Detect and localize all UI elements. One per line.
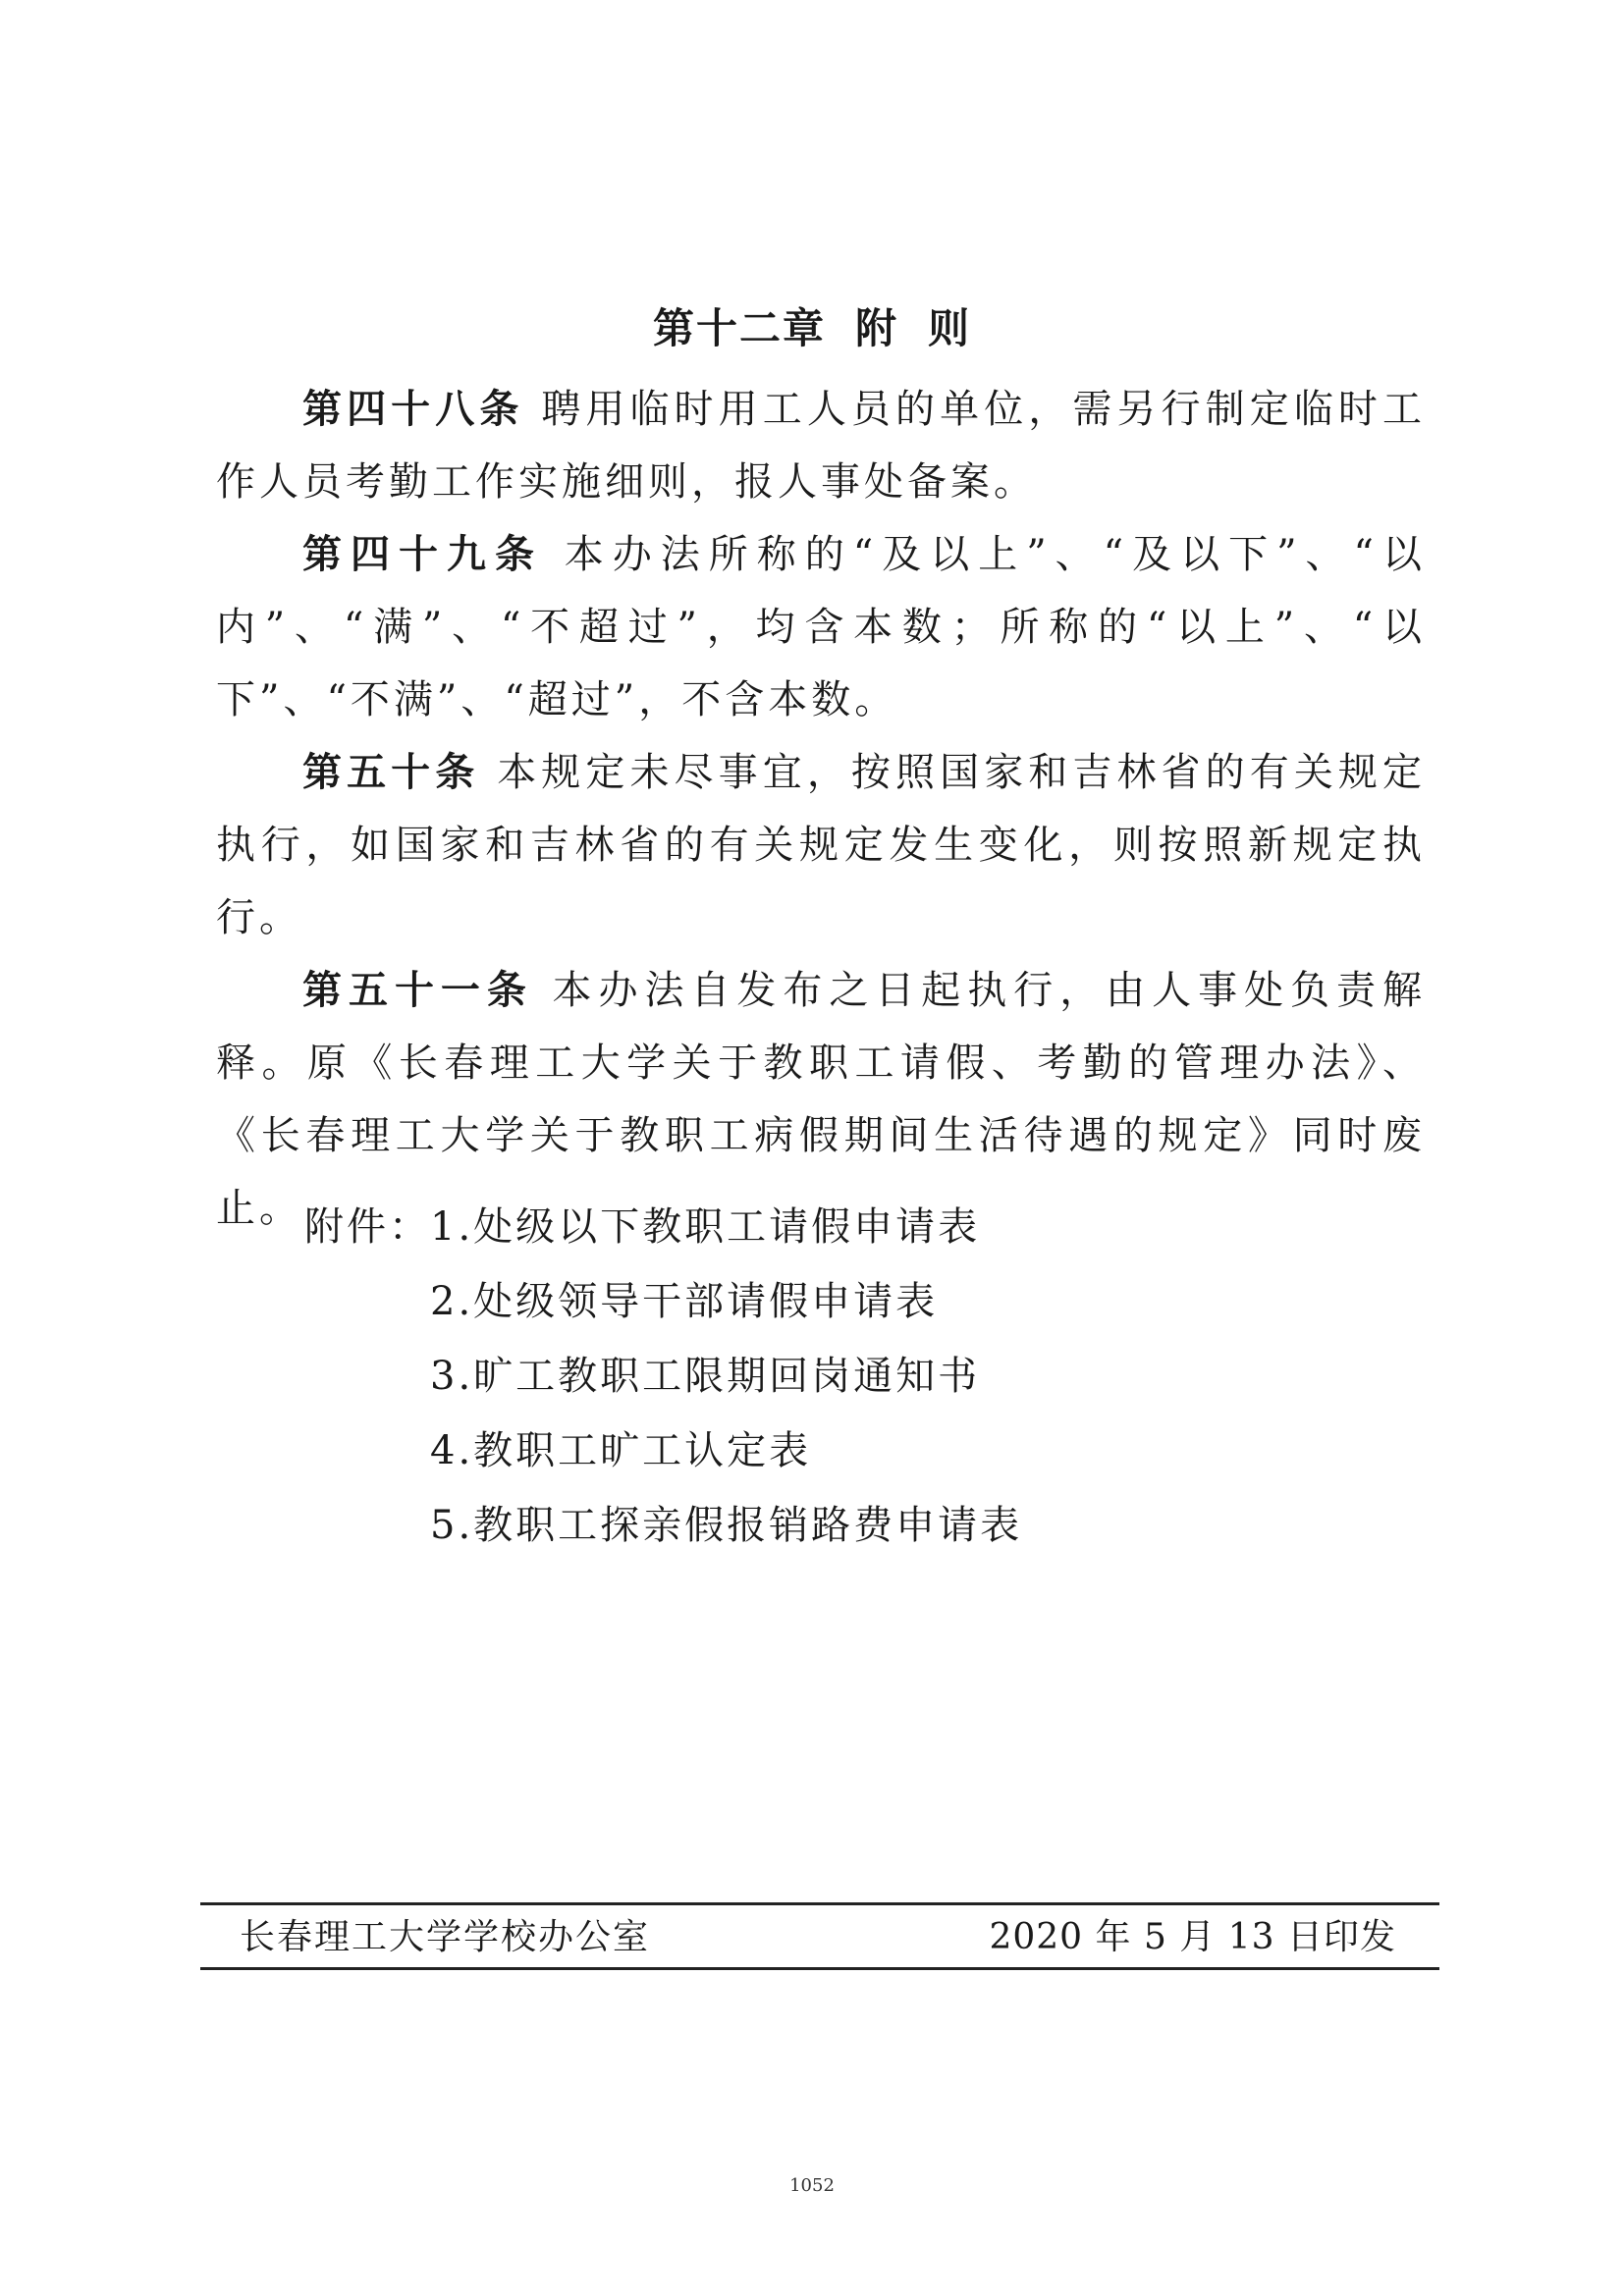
article-48 — [216, 373, 1426, 518]
attachments-label: 附件： — [304, 1204, 431, 1250]
article-49 — [216, 518, 1426, 736]
chapter-title — [0, 296, 1624, 355]
article-text: 本办法自发布之日起执行，由人事处负责解释。原《长春理工大学关于教职工请假、考勤的管理办法》、《长春理工大学关于教职工病假期间生活待遇的规定》同时废止。 — [216, 968, 1427, 1231]
chapter-title-number: 第十二章 — [652, 304, 826, 352]
chapter-title-word-1: 附 — [854, 304, 898, 352]
article-number: 第四十九条 — [302, 532, 544, 577]
attachment-item: 2.处级领导干部请假申请表 — [430, 1279, 939, 1324]
attachments-list — [304, 1190, 1022, 1563]
article-text: 聘用临时用工人员的单位，需另行制定临时工作人员考勤工作实施细则，报人事处备案。 — [216, 387, 1427, 505]
article-number: 第四十八条 — [302, 387, 524, 432]
footer-date: 2020 年 5 月 13 日印发 — [989, 1917, 1396, 1957]
attachment-item: 4.教职工旷工认定表 — [430, 1428, 812, 1473]
attachment-item: 5.教职工探亲假报销路费申请表 — [430, 1503, 1023, 1548]
article-number: 第五十条 — [302, 750, 480, 795]
page-number: 1052 — [789, 2175, 835, 2196]
footer-bottom-rule — [200, 1967, 1439, 1970]
chapter-title-word-2: 则 — [928, 304, 972, 352]
attachment-item: 3.旷工教职工限期回岗通知书 — [430, 1354, 981, 1399]
article-text: 本规定未尽事宜，按照国家和吉林省的有关规定执行，如国家和吉林省的有关规定发生变化，则按照新规定执行。 — [216, 750, 1427, 940]
article-50 — [216, 736, 1426, 954]
attachment-item: 1.处级以下教职工请假申请表 — [430, 1204, 981, 1250]
attachment-items — [430, 1190, 1022, 1563]
article-number: 第五十一条 — [302, 968, 533, 1013]
footer-issuer: 长春理工大学学校办公室 — [240, 1917, 651, 1957]
footer-top-rule — [200, 1902, 1439, 1905]
articles-body — [216, 373, 1426, 1245]
article-text: 本办法所称的“及以上”、“及以下”、“以内”、“满”、“不超过”，均含本数；所称的“以上”、“以下”、“不满”、“超过”，不含本数。 — [216, 532, 1427, 722]
